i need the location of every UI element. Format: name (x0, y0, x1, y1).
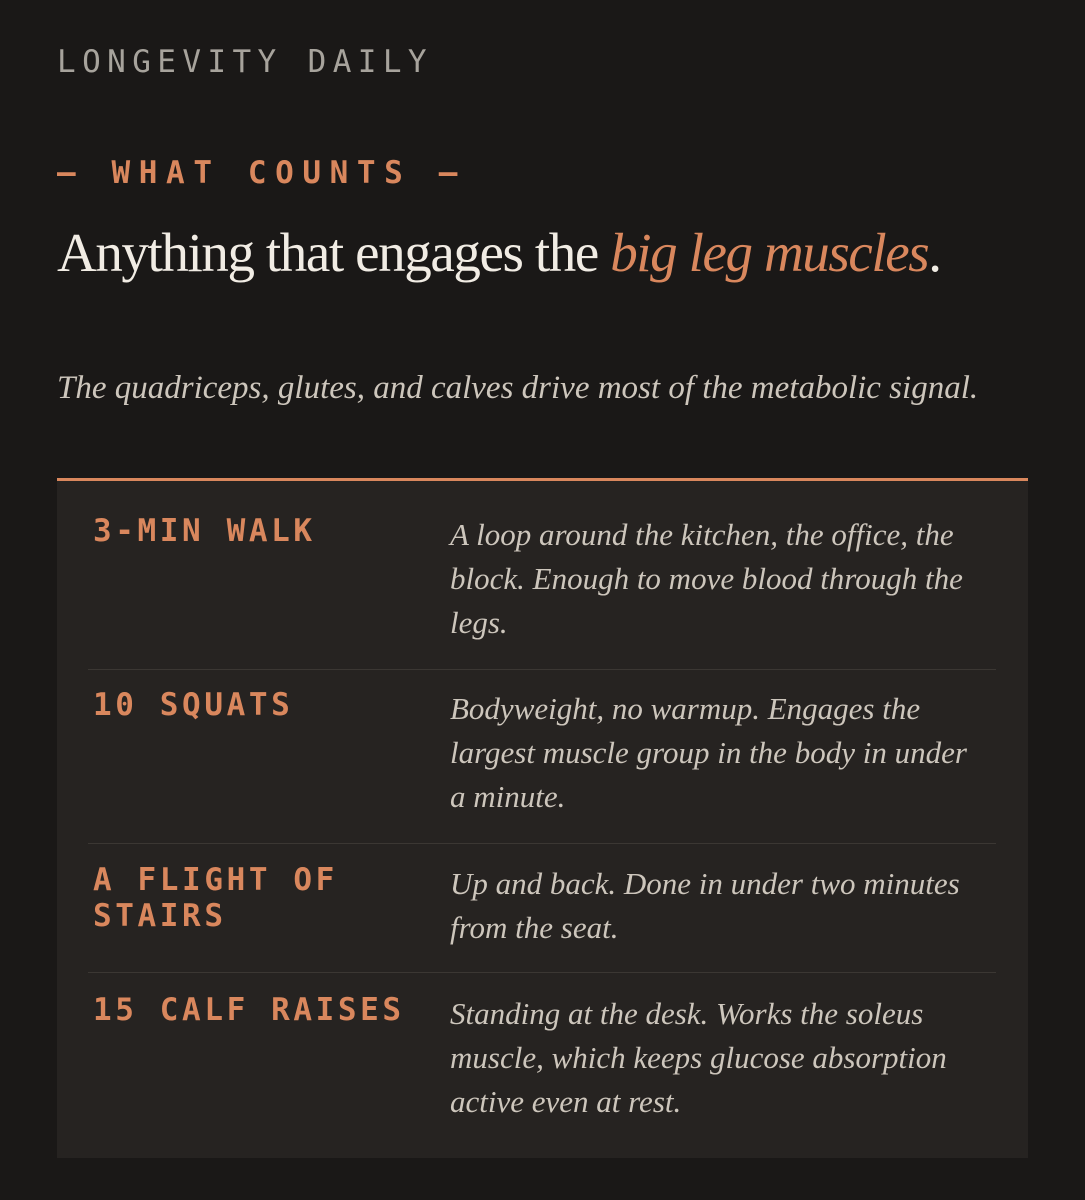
section-eyebrow: — WHAT COUNTS — (57, 155, 466, 191)
brand-title: LONGEVITY DAILY (57, 44, 433, 80)
row-divider (88, 669, 996, 670)
activity-description: Standing at the desk. Works the soleus muscle, which keeps glucose absorption active even at rest. (450, 996, 947, 1119)
row-divider (88, 972, 996, 973)
subtitle: The quadriceps, glutes, and calves drive most of the metabolic signal. (57, 370, 979, 406)
activity-description: A loop around the kitchen, the office, the block. Enough to move blood through the legs. (450, 517, 963, 640)
row-divider (88, 843, 996, 844)
activity-label: A FLIGHT OF STAIRS (93, 862, 338, 934)
headline-text: Anything that engages the (57, 222, 611, 283)
activity-label: 10 SQUATS (93, 687, 294, 723)
activity-card (57, 478, 1028, 1158)
headline-accent: big leg muscles (610, 222, 929, 283)
activity-label: 3-MIN WALK (93, 513, 316, 549)
activity-description: Bodyweight, no warmup. Engages the largest muscle group in the body in under a minute. (450, 691, 967, 814)
activity-label: 15 CALF RAISES (93, 992, 405, 1028)
headline-period: . (928, 222, 941, 283)
activity-description: Up and back. Done in under two minutes from the seat. (450, 866, 960, 945)
headline (57, 220, 987, 286)
